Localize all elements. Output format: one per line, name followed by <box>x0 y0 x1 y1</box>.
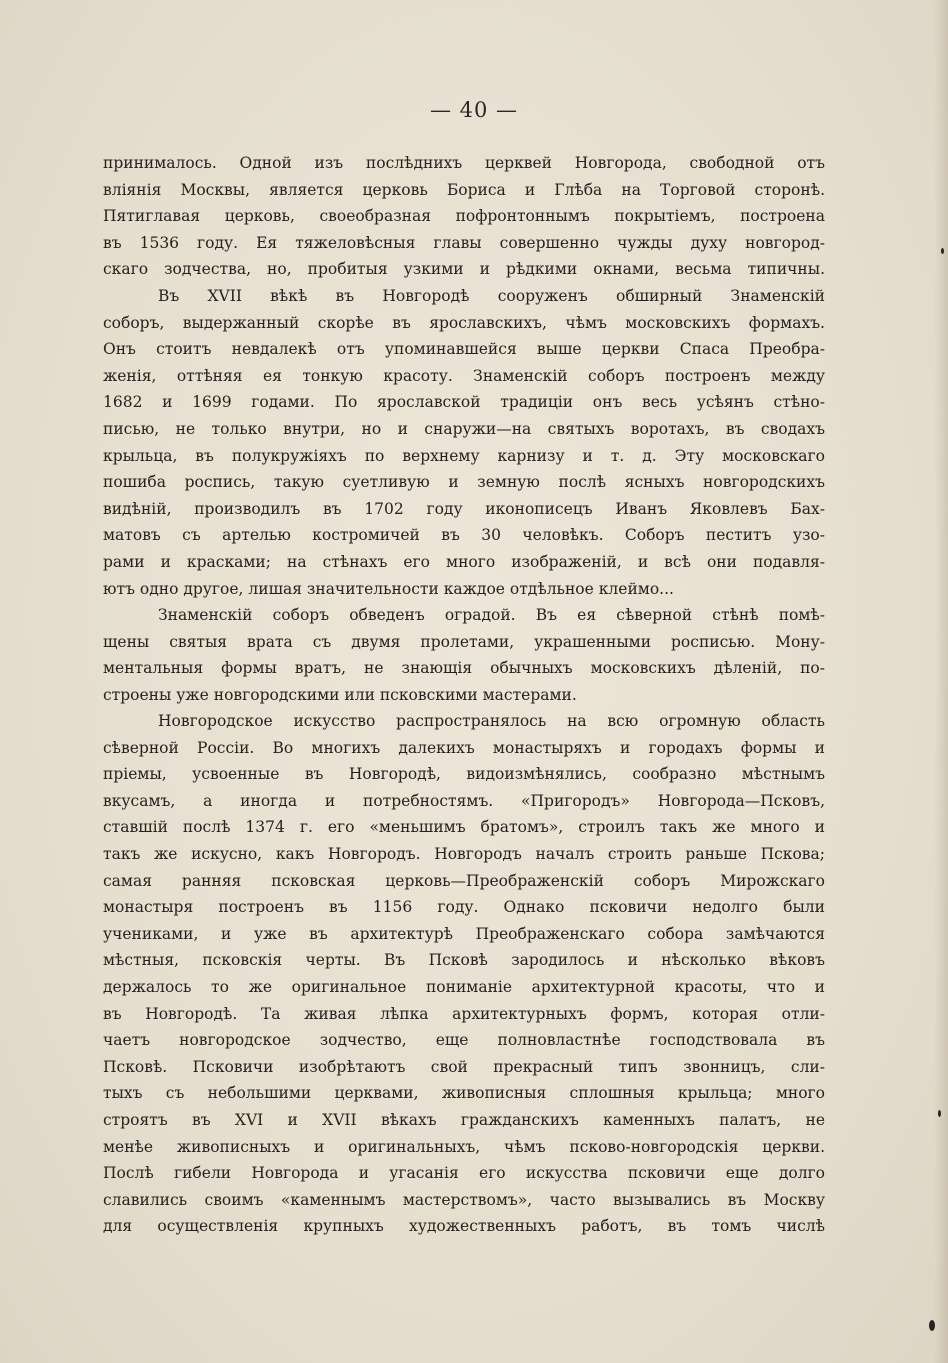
text-line: славились своимъ «каменнымъ мастерствомъ», часто вызывались въ Москву <box>103 1190 825 1209</box>
text-line: Въ XVII вѣкѣ въ Новгородѣ сооруженъ обширный Знаменскій <box>158 286 825 305</box>
text-line: тыхъ съ небольшими церквами, живописныя сплошныя крыльца; много <box>103 1084 825 1103</box>
text-block-2 <box>103 708 825 1240</box>
text-line: щены святыя врата съ двумя пролетами, украшенными росписью. Мону- <box>103 632 825 651</box>
text-line: чаетъ новгородское зодчество, еще полновластнѣе господствовала въ <box>103 1031 825 1050</box>
ink-speck <box>929 1320 935 1331</box>
text-line: принималось. Одной изъ послѣднихъ церквей Новгорода, свободной отъ <box>103 154 825 172</box>
text-line: строятъ въ XVI и XVII вѣкахъ гражданскихъ каменныхъ палатъ, не <box>103 1110 825 1129</box>
text-block-1 <box>103 150 825 708</box>
text-line: учениками, и уже въ архитектурѣ Преображенскаго собора замѣчаются <box>103 924 825 943</box>
text-line: сѣверной Россіи. Во многихъ далекихъ монастыряхъ и городахъ формы и <box>103 738 825 757</box>
text-line: Онъ стоитъ невдалекѣ отъ упоминавшейся выше церкви Спаса Преобра- <box>103 340 825 359</box>
text-line: матовъ съ артелью костромичей въ 30 человѣкъ. Соборъ пеститъ узо- <box>103 526 825 545</box>
text-line: соборъ, выдержанный скорѣе въ ярославскихъ, чѣмъ московскихъ формахъ. <box>103 313 825 332</box>
text-line: монастыря построенъ въ 1156 году. Однако псковичи недолго были <box>103 898 825 917</box>
ink-speck <box>941 248 944 254</box>
page-number: — 40 — <box>429 98 519 122</box>
text-line: пріемы, усвоенные въ Новгородѣ, видоизмѣнялись, сообразно мѣстнымъ <box>103 765 825 784</box>
text-line: Новгородское искусство распространялось на всю огромную область <box>158 712 825 730</box>
text-line: Пятиглавая церковь, своеобразная пофронтоннымъ покрытіемъ, построена <box>103 207 825 226</box>
text-line: скаго зодчества, но, пробитыя узкими и рѣдкими окнами, весьма типичны. <box>103 260 825 279</box>
text-line: въ Новгородѣ. Та живая лѣпка архитектурныхъ формъ, которая отли- <box>103 1004 825 1023</box>
text-line: мѣстныя, псковскія черты. Въ Псковѣ зародилось и нѣсколько вѣковъ <box>103 951 825 970</box>
text-line: Псковѣ. Псковичи изобрѣтаютъ свой прекрасный типъ звонницъ, сли- <box>103 1057 825 1076</box>
text-line: ментальныя формы вратъ, не знающія обычныхъ московскихъ дѣленій, по- <box>103 659 825 678</box>
text-line: пошиба роспись, такую суетливую и земную послѣ ясныхъ новгородскихъ <box>103 473 825 492</box>
text-line: менѣе живописныхъ и оригинальныхъ, чѣмъ псково-новгородскія церкви. <box>103 1137 825 1156</box>
text-line: держалось то же оригинальное пониманіе архитектурной красоты, что и <box>103 977 825 996</box>
text-line: вкусамъ, а иногда и потребностямъ. «Пригородъ» Новгорода—Псковъ, <box>103 791 825 810</box>
page-edge-shadow <box>934 0 948 1363</box>
text-line: 1682 и 1699 годами. По ярославской традиціи онъ весь усѣянъ стѣно- <box>103 393 825 412</box>
text-line: женія, оттѣняя ея тонкую красоту. Знаменскій соборъ построенъ между <box>103 366 825 385</box>
text-line: ютъ одно другое, лишая значительности каждое отдѣльное клеймо... <box>103 579 674 598</box>
text-line: строены уже новгородскими или псковскими мастерами. <box>103 685 577 704</box>
text-line: писью, не только внутри, но и снаружи—на святыхъ воротахъ, въ сводахъ <box>103 419 825 438</box>
text-line: для осуществленія крупныхъ художественныхъ работъ, въ томъ числѣ <box>103 1217 825 1236</box>
ink-speck <box>938 1110 941 1117</box>
text-line: крыльца, въ полукружіяхъ по верхнему карнизу и т. д. Эту московскаго <box>103 446 825 465</box>
text-line: Знаменскій соборъ обведенъ оградой. Въ ея сѣверной стѣнѣ помѣ- <box>158 606 825 625</box>
text-line: вліянія Москвы, является церковь Бориса и Глѣба на Торговой сторонѣ. <box>103 180 825 199</box>
text-line: видѣній, производилъ въ 1702 году иконописецъ Иванъ Яковлевъ Бах- <box>103 499 825 518</box>
text-line: рами и красками; на стѣнахъ его много изображеній, и всѣ они подавля- <box>103 552 825 571</box>
text-line: Послѣ гибели Новгорода и угасанія его искусства псковичи еще долго <box>103 1164 825 1183</box>
text-line: въ 1536 году. Ея тяжеловѣсныя главы совершенно чужды духу новгород- <box>103 233 825 252</box>
text-line: ставшій послѣ 1374 г. его «меньшимъ братомъ», строилъ такъ же много и <box>103 818 825 837</box>
text-line: самая ранняя псковская церковь—Преображенскій соборъ Мирожскаго <box>103 871 825 890</box>
text-line: такъ же искусно, какъ Новгородъ. Новгородъ началъ строить раньше Пскова; <box>103 844 825 863</box>
